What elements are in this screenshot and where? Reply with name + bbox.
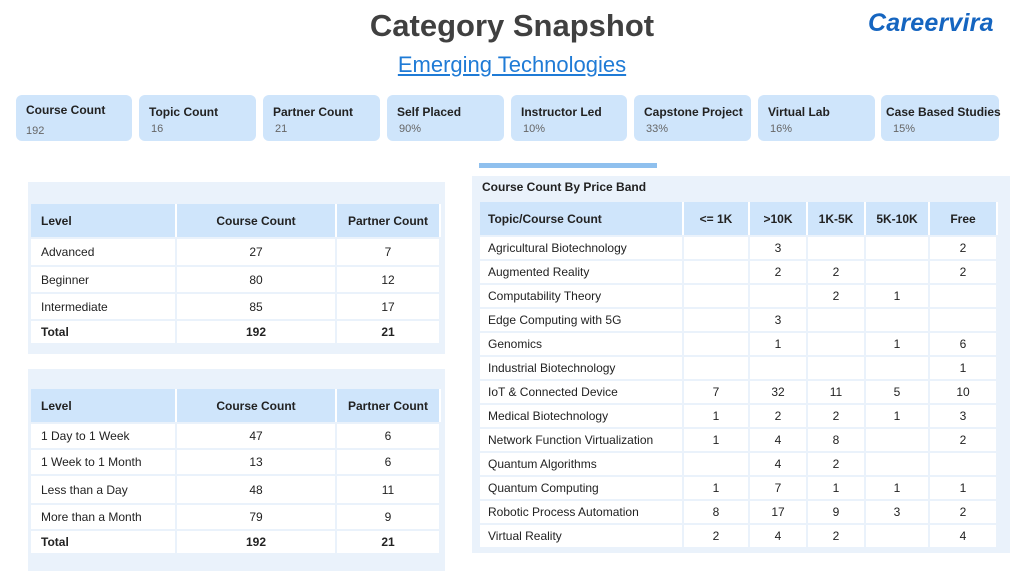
- table-row: [480, 307, 998, 331]
- cell-topic: Quantum Algorithms: [480, 451, 684, 475]
- cell-topic: Quantum Computing: [480, 475, 684, 499]
- cell-free: 2: [930, 235, 998, 259]
- cell-le-1k: [684, 331, 750, 355]
- cell-topic: Augmented Reality: [480, 259, 684, 283]
- cell-gt-10k: 4: [750, 451, 808, 475]
- table-row: [31, 237, 441, 265]
- cell-topic: Edge Computing with 5G: [480, 307, 684, 331]
- header-partner-count: Partner Count: [337, 389, 441, 422]
- table-header-row: [31, 204, 441, 237]
- cell-1k-5k: 2: [808, 283, 866, 307]
- cell-5k-10k: [866, 355, 930, 379]
- kpi-label: Capstone Project: [644, 105, 743, 119]
- kpi-label: Virtual Lab: [768, 105, 830, 119]
- table-row: [480, 475, 998, 499]
- cell-gt-10k: [750, 355, 808, 379]
- cell-1k-5k: 2: [808, 403, 866, 427]
- cell-le-1k: 1: [684, 475, 750, 499]
- cell-5k-10k: [866, 235, 930, 259]
- cell-5k-10k: 1: [866, 403, 930, 427]
- cell-topic: Robotic Process Automation: [480, 499, 684, 523]
- table-row: [480, 235, 998, 259]
- page-title: Category Snapshot: [369, 8, 655, 43]
- kpi-value: 90%: [399, 123, 422, 135]
- cell-course-count: 85: [177, 292, 337, 319]
- category-link[interactable]: Emerging Technologies: [397, 52, 627, 77]
- kpi-card-partner-count: [263, 95, 380, 141]
- cell-free: 1: [930, 355, 998, 379]
- header-level: Level: [31, 389, 177, 422]
- cell-partner-count: 6: [337, 422, 441, 448]
- cell-free: [930, 451, 998, 475]
- header-partner-count: Partner Count: [337, 204, 441, 237]
- table-row: [480, 331, 998, 355]
- cell-free: [930, 307, 998, 331]
- cell-partner-count: 7: [337, 237, 441, 265]
- cell-level: Intermediate: [31, 292, 177, 319]
- cell-free: 10: [930, 379, 998, 403]
- cell-topic: Network Function Virtualization: [480, 427, 684, 451]
- cell-free: 4: [930, 523, 998, 547]
- header-course-count: Course Count: [177, 389, 337, 422]
- table-row: [480, 355, 998, 379]
- cell-topic: Agricultural Biotechnology: [480, 235, 684, 259]
- cell-1k-5k: [808, 355, 866, 379]
- cell-1k-5k: [808, 307, 866, 331]
- cell-level: More than a Month: [31, 503, 177, 529]
- duration-table: [31, 389, 441, 553]
- table-row: [480, 451, 998, 475]
- table-row: [480, 403, 998, 427]
- kpi-card-case-based-studies: [881, 95, 999, 141]
- kpi-label: Partner Count: [273, 105, 354, 119]
- cell-course-count: 80: [177, 265, 337, 292]
- cell-le-1k: 1: [684, 427, 750, 451]
- cell-level: Advanced: [31, 237, 177, 265]
- cell-topic: Medical Biotechnology: [480, 403, 684, 427]
- cell-1k-5k: 2: [808, 259, 866, 283]
- price-band-accent-bar: [479, 163, 657, 168]
- table-row: [31, 448, 441, 474]
- header-1k-5k: 1K-5K: [808, 202, 866, 235]
- cell-5k-10k: [866, 259, 930, 283]
- kpi-value: 16%: [770, 123, 793, 135]
- cell-5k-10k: 1: [866, 475, 930, 499]
- table-row: [480, 259, 998, 283]
- header-le-1k: <= 1K: [684, 202, 750, 235]
- cell-free: [930, 283, 998, 307]
- cell-level: 1 Week to 1 Month: [31, 448, 177, 474]
- cell-level: Beginner: [31, 265, 177, 292]
- cell-total-label: Total: [31, 319, 177, 343]
- kpi-value: 16: [151, 123, 164, 135]
- header-free: Free: [930, 202, 998, 235]
- cell-le-1k: 8: [684, 499, 750, 523]
- cell-partner-count: 17: [337, 292, 441, 319]
- level-table: [31, 204, 441, 343]
- cell-total-course-count: 192: [177, 319, 337, 343]
- header-course-count: Course Count: [177, 204, 337, 237]
- cell-course-count: 13: [177, 448, 337, 474]
- cell-gt-10k: 4: [750, 523, 808, 547]
- table-row: [480, 499, 998, 523]
- header-topic: Topic/Course Count: [480, 202, 684, 235]
- cell-free: 2: [930, 499, 998, 523]
- cell-free: 2: [930, 427, 998, 451]
- cell-1k-5k: [808, 331, 866, 355]
- cell-partner-count: 11: [337, 474, 441, 503]
- table-row: [31, 474, 441, 503]
- kpi-card-course-count: [16, 95, 132, 141]
- cell-free: 2: [930, 259, 998, 283]
- header-gt-10k: >10K: [750, 202, 808, 235]
- cell-course-count: 79: [177, 503, 337, 529]
- cell-course-count: 48: [177, 474, 337, 503]
- cell-5k-10k: 1: [866, 331, 930, 355]
- cell-gt-10k: 7: [750, 475, 808, 499]
- price-band-table: [480, 202, 998, 547]
- cell-gt-10k: 2: [750, 403, 808, 427]
- cell-gt-10k: 4: [750, 427, 808, 451]
- kpi-card-self-placed: [387, 95, 504, 141]
- cell-topic: IoT & Connected Device: [480, 379, 684, 403]
- cell-topic: Genomics: [480, 331, 684, 355]
- table-row: [480, 379, 998, 403]
- table-total-row: [31, 319, 441, 343]
- kpi-label: Topic Count: [149, 105, 219, 119]
- cell-topic: Virtual Reality: [480, 523, 684, 547]
- cell-le-1k: [684, 451, 750, 475]
- cell-course-count: 27: [177, 237, 337, 265]
- table-row: [480, 283, 998, 307]
- cell-course-count: 47: [177, 422, 337, 448]
- cell-1k-5k: [808, 235, 866, 259]
- cell-partner-count: 12: [337, 265, 441, 292]
- cell-5k-10k: 3: [866, 499, 930, 523]
- kpi-value: 15%: [893, 123, 916, 135]
- cell-gt-10k: 1: [750, 331, 808, 355]
- cell-1k-5k: 2: [808, 451, 866, 475]
- table-header-row: [31, 389, 441, 422]
- table-total-row: [31, 529, 441, 553]
- cell-5k-10k: [866, 427, 930, 451]
- cell-1k-5k: 8: [808, 427, 866, 451]
- table-row: [31, 422, 441, 448]
- table-row: [480, 427, 998, 451]
- table-row: [480, 523, 998, 547]
- kpi-value: 192: [26, 125, 45, 137]
- cell-partner-count: 6: [337, 448, 441, 474]
- kpi-label: Course Count: [26, 103, 106, 117]
- header-5k-10k: 5K-10K: [866, 202, 930, 235]
- cell-free: 6: [930, 331, 998, 355]
- cell-level: Less than a Day: [31, 474, 177, 503]
- kpi-card-virtual-lab: [758, 95, 875, 141]
- table-row: [31, 292, 441, 319]
- cell-le-1k: [684, 355, 750, 379]
- kpi-value: 10%: [523, 123, 546, 135]
- careervira-logo[interactable]: Careervira: [868, 9, 994, 37]
- cell-gt-10k: 17: [750, 499, 808, 523]
- cell-le-1k: [684, 307, 750, 331]
- kpi-label: Self Placed: [397, 105, 462, 119]
- cell-gt-10k: 2: [750, 259, 808, 283]
- cell-level: 1 Day to 1 Week: [31, 422, 177, 448]
- price-band-title: Course Count By Price Band: [482, 180, 647, 194]
- cell-1k-5k: 2: [808, 523, 866, 547]
- cell-gt-10k: 32: [750, 379, 808, 403]
- kpi-card-instructor-led: [511, 95, 627, 141]
- cell-1k-5k: 1: [808, 475, 866, 499]
- kpi-label: Case Based Studies: [886, 105, 1001, 119]
- kpi-value: 21: [275, 123, 288, 135]
- table-header-row: [480, 202, 998, 235]
- cell-le-1k: [684, 235, 750, 259]
- cell-5k-10k: 5: [866, 379, 930, 403]
- cell-le-1k: 7: [684, 379, 750, 403]
- kpi-value: 33%: [646, 123, 669, 135]
- cell-le-1k: 2: [684, 523, 750, 547]
- cell-5k-10k: 1: [866, 283, 930, 307]
- cell-le-1k: [684, 283, 750, 307]
- cell-total-course-count: 192: [177, 529, 337, 553]
- cell-gt-10k: 3: [750, 235, 808, 259]
- table-row: [31, 265, 441, 292]
- cell-5k-10k: [866, 523, 930, 547]
- table-row: [31, 503, 441, 529]
- cell-le-1k: [684, 259, 750, 283]
- cell-5k-10k: [866, 307, 930, 331]
- header-level: Level: [31, 204, 177, 237]
- kpi-label: Instructor Led: [521, 105, 602, 119]
- kpi-card-capstone-project: [634, 95, 751, 141]
- cell-1k-5k: 11: [808, 379, 866, 403]
- cell-free: 1: [930, 475, 998, 499]
- cell-gt-10k: [750, 283, 808, 307]
- cell-topic: Industrial Biotechnology: [480, 355, 684, 379]
- cell-partner-count: 9: [337, 503, 441, 529]
- cell-free: 3: [930, 403, 998, 427]
- cell-topic: Computability Theory: [480, 283, 684, 307]
- cell-total-partner-count: 21: [337, 529, 441, 553]
- cell-le-1k: 1: [684, 403, 750, 427]
- cell-1k-5k: 9: [808, 499, 866, 523]
- cell-total-partner-count: 21: [337, 319, 441, 343]
- cell-5k-10k: [866, 451, 930, 475]
- cell-gt-10k: 3: [750, 307, 808, 331]
- kpi-card-topic-count: [139, 95, 256, 141]
- cell-total-label: Total: [31, 529, 177, 553]
